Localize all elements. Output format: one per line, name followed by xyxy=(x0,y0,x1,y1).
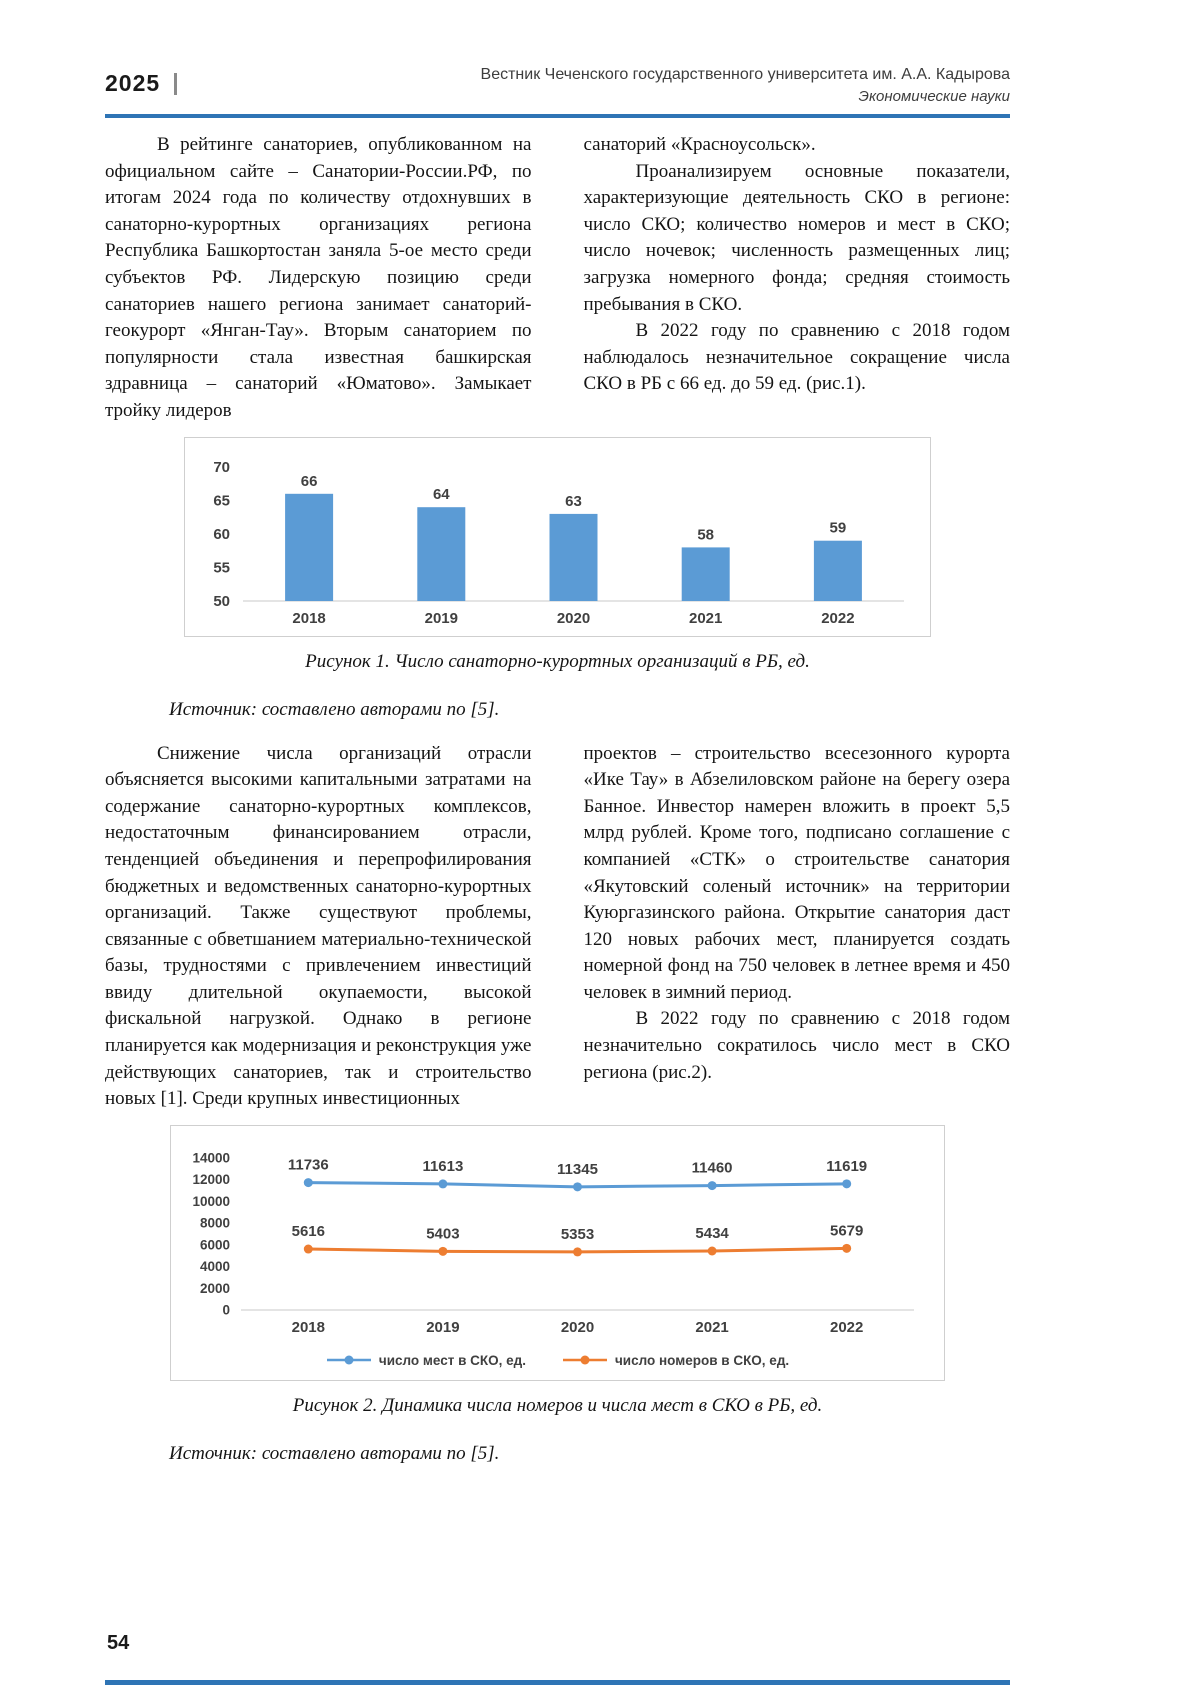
paragraph: проектов – строительство всесезонного курорта «Ике Тау» в Абзелиловском районе на берегу озера Банное. Инвестор намерен вложить в проект 5,5 млрд рублей. Кроме того, подписано соглашение с компанией «СТК» о строительстве санатория «Якутовский соленый источник» на территории Куюргазинского района. Открытие санатория даст 120 новых рабочих мест, планируется создать номерной фонд на 750 человек в летнее время и 450 человек в зимний период. xyxy=(583,742,1010,1003)
legend-item xyxy=(562,1353,789,1368)
x-category-label: 2018 xyxy=(291,1318,325,1336)
legend-item xyxy=(326,1353,526,1368)
text-section-1 xyxy=(105,132,1010,425)
bar xyxy=(814,540,862,600)
data-point xyxy=(708,1181,717,1190)
paragraph: В 2022 году по сравнению с 2018 годом наблюдалось незначительное сокращение числа СКО в РБ с 66 ед. до 59 ед. (рис.1). xyxy=(583,320,1010,395)
chart-legend xyxy=(171,1347,944,1380)
data-point xyxy=(573,1247,582,1256)
data-point xyxy=(438,1179,447,1188)
y-tick-label: 55 xyxy=(213,559,230,577)
footer-rule xyxy=(105,1680,1010,1685)
bar-value-label: 58 xyxy=(697,525,715,543)
bar-value-label: 66 xyxy=(300,472,318,490)
y-tick-label: 12000 xyxy=(192,1172,230,1188)
x-category-label: 2020 xyxy=(556,609,591,627)
journal-head xyxy=(481,64,1010,107)
header-rule xyxy=(105,114,1010,118)
year-divider xyxy=(174,73,177,95)
paragraph: В рейтинге санаториев, опубликованном на официальном сайте – Санатории-России.РФ, по итогам 2024 года по количеству отдохнувших в санаторно-курортных организациях региона Республика Башкортостан заняла 5-ое место среди субъектов РФ. Лидерскую позицию среди санаториев нашего региона занимает санаторий-геокурорт «Янган-Тау». Вторым санаторием по популярности стала известная башкирская здравница – санаторий «Юматово». Замыкает тройку лидеров xyxy=(105,134,532,421)
legend-marker xyxy=(580,1356,589,1365)
paragraph: санаторий «Красноусольск». xyxy=(583,134,816,155)
figure-2-source: Источник: составлено авторами по [5]. xyxy=(169,1442,500,1464)
paragraph: Проанализируем основные показатели, характеризующие деятельность СКО в регионе: число СКО; количество номеров и мест в СКО; число ночевок; численность размещенных лиц; загрузка номерного фонда; средняя стоимость пребывания в СКО. xyxy=(583,160,1010,315)
x-category-label: 2021 xyxy=(689,609,723,627)
x-category-label: 2021 xyxy=(695,1318,729,1336)
page-number: 54 xyxy=(107,1632,130,1654)
figure-1 xyxy=(105,437,1010,673)
figure-1-bar-chart xyxy=(184,437,931,637)
figure-2 xyxy=(105,1125,1010,1417)
x-category-label: 2018 xyxy=(292,609,326,627)
legend-swatch xyxy=(326,1354,372,1366)
bar xyxy=(550,513,598,600)
point-value-label: 11619 xyxy=(826,1157,868,1175)
y-tick-label: 8000 xyxy=(199,1215,230,1231)
legend-label: число номеров в СКО, ед. xyxy=(614,1352,790,1368)
data-point xyxy=(842,1244,851,1253)
year-block xyxy=(105,64,177,97)
y-tick-label: 14000 xyxy=(192,1150,230,1166)
figure-2-caption: Рисунок 2. Динамика числа номеров и числа мест в СКО в РБ, ед. xyxy=(292,1394,823,1416)
year-label: 2025 xyxy=(105,70,161,96)
y-tick-label: 50 xyxy=(213,592,230,610)
paragraph: В 2022 году по сравнению с 2018 годом незначительно сократилось число мест в СКО региона (рис.2). xyxy=(583,1008,1010,1083)
column-left xyxy=(105,132,532,425)
column-left xyxy=(105,741,532,1113)
y-tick-label: 70 xyxy=(213,458,230,476)
data-point xyxy=(842,1179,851,1188)
y-tick-label: 0 xyxy=(222,1302,230,1318)
y-tick-label: 65 xyxy=(213,492,230,510)
y-tick-label: 10000 xyxy=(192,1193,230,1209)
x-category-label: 2020 xyxy=(560,1318,595,1336)
bar-value-label: 64 xyxy=(432,485,450,503)
bar xyxy=(417,507,465,601)
x-category-label: 2022 xyxy=(821,609,855,627)
point-value-label: 5353 xyxy=(560,1225,595,1243)
y-tick-label: 4000 xyxy=(199,1258,230,1274)
column-right xyxy=(584,741,1011,1113)
point-value-label: 5616 xyxy=(291,1222,325,1240)
journal-title: Вестник Чеченского государственного университета им. А.А. Кадырова xyxy=(480,66,1010,83)
point-value-label: 5403 xyxy=(426,1225,460,1243)
data-point xyxy=(708,1246,717,1255)
page-header xyxy=(105,64,1010,107)
journal-subtitle: Экономические науки xyxy=(858,87,1010,105)
point-value-label: 5434 xyxy=(695,1224,729,1242)
data-point xyxy=(438,1247,447,1256)
point-value-label: 11460 xyxy=(691,1159,733,1177)
x-category-label: 2019 xyxy=(424,609,458,627)
bar xyxy=(682,547,730,601)
point-value-label: 11736 xyxy=(287,1156,329,1174)
y-tick-label: 6000 xyxy=(199,1237,230,1253)
figure-2-line-chart xyxy=(170,1125,945,1381)
figure-1-source: Источник: составлено авторами по [5]. xyxy=(169,698,500,720)
x-category-label: 2022 xyxy=(830,1318,864,1336)
x-category-label: 2019 xyxy=(426,1318,460,1336)
data-point xyxy=(573,1182,582,1191)
legend-label: число мест в СКО, ед. xyxy=(378,1352,526,1368)
y-tick-label: 60 xyxy=(213,525,230,543)
data-point xyxy=(304,1178,313,1187)
bar xyxy=(285,493,333,600)
point-value-label: 5679 xyxy=(830,1222,864,1240)
article-content xyxy=(105,132,1010,1465)
paragraph: Снижение числа организаций отрасли объясняется высокими капитальными затратами на содержание санаторно-курортных комплексов, недостаточным финансированием отрасли, тенденцией объединения и перепрофилирования бюджетных и ведомственных санаторно-курортных организаций. Также существуют проблемы, связанные с обветшанием материально-технической базы, трудностями с привлечением инвестиций ввиду длительной окупаемости, высокой фискальной нагрузкой. Однако в регионе планируется как модернизация и реконструкция уже действующих санаториев, так и строительство новых [1]. Среди крупных инвестиционных xyxy=(105,742,532,1110)
bar-value-label: 63 xyxy=(565,492,582,510)
point-value-label: 11345 xyxy=(557,1160,598,1178)
legend-swatch xyxy=(562,1354,608,1366)
y-tick-label: 2000 xyxy=(199,1280,230,1296)
text-section-2 xyxy=(105,741,1010,1113)
legend-marker xyxy=(344,1356,353,1365)
bar-chart-svg xyxy=(185,440,930,634)
column-right xyxy=(584,132,1011,425)
bar-value-label: 59 xyxy=(829,519,847,537)
point-value-label: 11613 xyxy=(422,1157,464,1175)
figure-1-caption: Рисунок 1. Число санаторно-курортных организаций в РБ, ед. xyxy=(305,650,810,672)
data-point xyxy=(304,1244,313,1253)
line-chart-svg xyxy=(171,1130,944,1342)
